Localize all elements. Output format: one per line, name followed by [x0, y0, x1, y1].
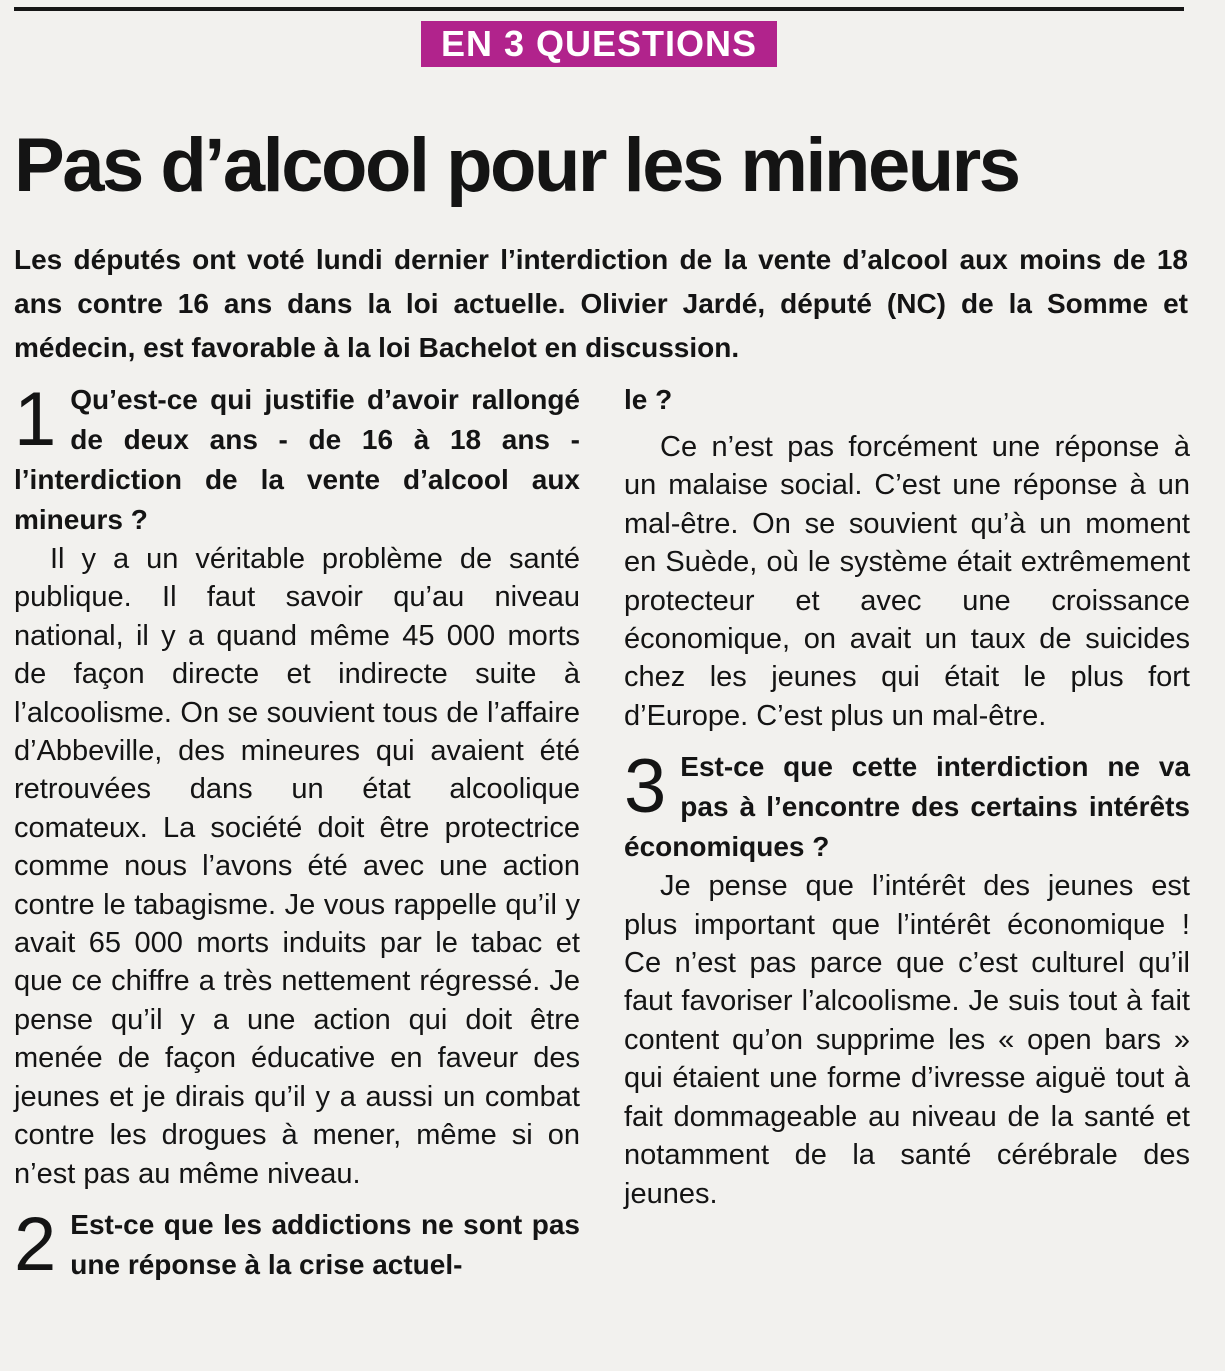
question-2-text: Est-ce que les addictions ne sont pas une réponse à la crise actuel-	[70, 1208, 580, 1280]
question-3-text: Est-ce que cette interdiction ne va pas à l’encontre des certains intérêts économiques ?	[624, 751, 1190, 863]
top-rule	[14, 7, 1184, 11]
lead-paragraph: Les députés ont voté lundi dernier l’interdiction de la vente d’alcool aux moins de 18 ans contre 16 ans dans la loi actuelle. Olivier Jardé, député (NC) de la Somme et médecin, est favorable à la loi Bachelot en discussion.	[14, 244, 1188, 363]
question-number-2: 2	[14, 1201, 57, 1287]
section-rubric: EN 3 QUESTIONS	[421, 21, 777, 67]
question-3	[624, 744, 1190, 867]
column-left	[14, 377, 580, 1287]
answer-3: Je pense que l’intérêt des jeunes est plus important que l’intérêt économique ! Ce n’est pas parce que c’est culturel qu’il faut favoriser l’alcoolisme. Je suis tout à fait content qu’on supprime les « open bars » qui étaient une forme d’ivresse aiguë tout à fait dommageable au niveau de la santé et notamment de la santé cérébrale des jeunes.	[624, 870, 1190, 1210]
question-1	[14, 377, 580, 540]
answer-1: Il y a un véritable problème de santé publique. Il faut savoir qu’au niveau national, il y a quand même 45 000 morts de façon directe et indirecte suite à l’alcoolisme. On se souvient tous de l’affaire d’Abbeville, des mineures qui avaient été retrouvées dans un état alcoolique comateux. La société doit être protectrice comme nous l’avons été avec une action contre le tabagisme. Je vous rappelle qu’il y avait 65 000 morts induits par le tabac et que ce chiffre a très nettement régressé. Je pense qu’il y a une action qui doit être menée de façon éducative en faveur des jeunes et je dirais qu’il y a aussi un combat contre les drogues à mener, même si on n’est pas au même niveau.	[14, 543, 580, 1190]
column-right	[624, 380, 1190, 1213]
question-number-3: 3	[624, 744, 667, 830]
headline: Pas d’alcool pour les mineurs	[14, 123, 1019, 208]
question-1-text: Qu’est-ce qui justifie d’avoir rallongé de deux ans - de 16 à 18 ans - l’interdiction de la vente d’alcool aux mineurs ?	[14, 384, 580, 535]
question-2-continued: le ?	[624, 384, 673, 415]
question-number-1: 1	[14, 377, 57, 462]
answer-2: Ce n’est pas forcément une réponse à un malaise social. C’est une réponse à un mal-être. On se souvient qu’à un moment en Suède, où le système était extrêmement protecteur et avec une croissance économique, on avait un taux de suicides chez les jeunes qui était le plus fort d’Europe. C’est plus un mal-être.	[624, 431, 1190, 732]
question-2	[14, 1201, 580, 1287]
